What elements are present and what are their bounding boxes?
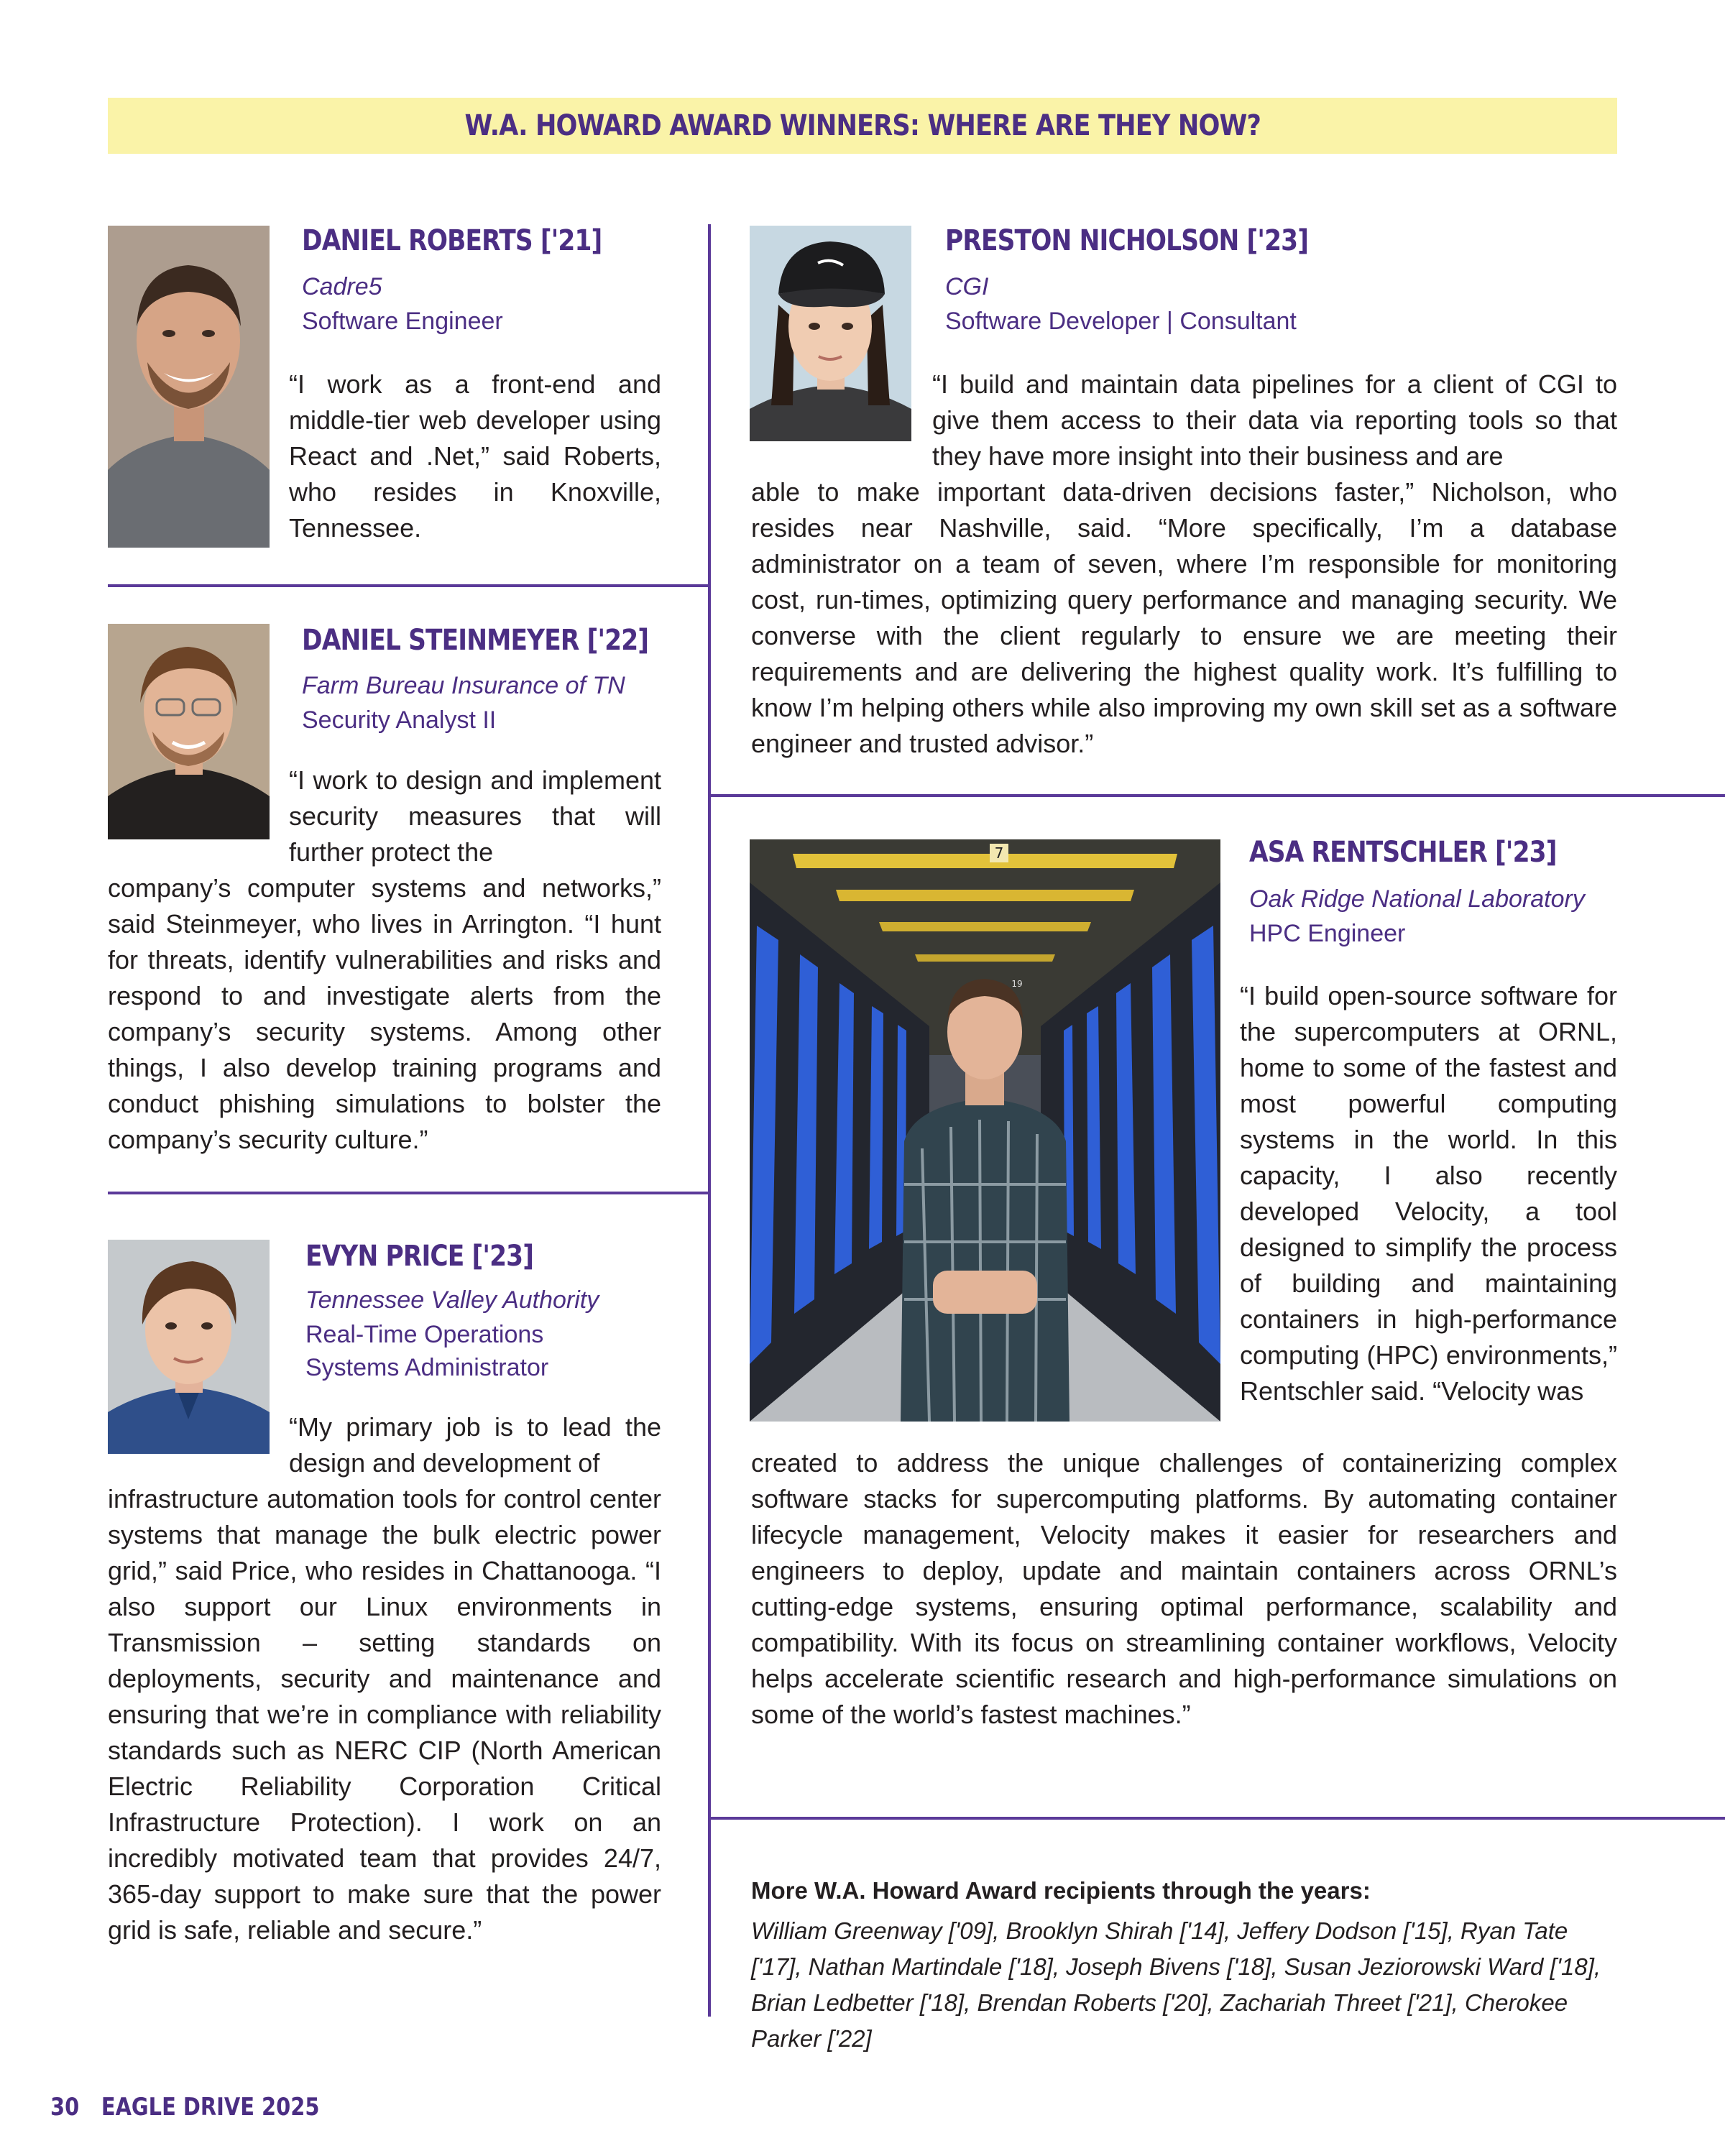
column-divider [708, 224, 711, 2017]
rentschler-photo [750, 839, 1220, 1422]
publication-name: EAGLE DRIVE 2025 [101, 2093, 320, 2122]
divider-left-1 [108, 584, 709, 587]
nicholson-role: Software Developer | Consultant [945, 308, 1297, 335]
page-footer [50, 2093, 319, 2122]
price-quote-rest: infrastructure automation tools for control center systems that manage the bulk electric power grid,” said Price, who resides in Chattanooga. “I also support our Linux environments in Transmission – setting standards on deployments, security and maintenance and ensuring that we’re in compliance with reliability standards such as NERC CIP (North American Electric Reliability Corporation Critical Infrastructure Protection). I work on an incredibly motivated team that provides 24/7, 365-day support to make sure that the power grid is safe, reliable and secure.” [108, 1484, 661, 1945]
roberts-quote: “I work as a front-end and middle-tier web developer using React and .Net,” said Roberts, who resides in Knoxville, Tennessee. [289, 369, 661, 543]
price-name: EVYN PRICE ['23] [305, 1240, 534, 1273]
price-organization: Tennessee Valley Authority [305, 1286, 599, 1314]
roberts-organization: Cadre5 [302, 273, 382, 300]
section-title: W.A. HOWARD AWARD WINNERS: WHERE ARE THEY NOW? [464, 109, 1261, 142]
steinmeyer-name: DANIEL STEINMEYER ['22] [302, 624, 649, 657]
rentschler-organization: Oak Ridge National Laboratory [1249, 885, 1585, 913]
nicholson-name: PRESTON NICHOLSON ['23] [945, 224, 1309, 257]
section-banner [108, 98, 1617, 154]
divider-left-2 [108, 1192, 709, 1194]
roberts-photo [108, 226, 270, 548]
page-number: 30 [50, 2093, 80, 2122]
rentschler-name: ASA RENTSCHLER ['23] [1249, 836, 1557, 869]
rentschler-quote-intro: “I build open-source software for the supercomputers at ORNL, home to some of the fastest and most powerful computing systems in the world. In this capacity, I also recently developed Velocity, a tool designed to simplify the process of building and maintaining containers in high-performance computing (HPC) environments,” Rentschler said. “Velocity was [1240, 981, 1617, 1406]
steinmeyer-role: Security Analyst II [302, 706, 497, 734]
nicholson-quote-intro: “I build and maintain data pipelines for a client of CGI to give them access to their data via reporting tools so that they have more insight into their business and are [932, 369, 1617, 471]
price-quote-intro: “My primary job is to lead the design and development of [289, 1412, 661, 1478]
more-recipients-label: More W.A. Howard Award recipients through the years: [751, 1877, 1371, 1904]
nicholson-photo [750, 226, 911, 441]
divider-right-1 [709, 794, 1725, 797]
price-photo [108, 1240, 270, 1454]
steinmeyer-quote-intro: “I work to design and implement security measures that will further protect the [289, 765, 661, 867]
roberts-name: DANIEL ROBERTS ['21] [302, 224, 602, 257]
steinmeyer-photo [108, 624, 270, 839]
divider-right-2 [709, 1817, 1725, 1820]
steinmeyer-quote-rest: company’s computer systems and networks,” said Steinmeyer, who lives in Arrington. “I hunt for threats, identify vulnerabilities and risks and respond to and investigate alerts from the company’s security systems. Among other things, I also develop training programs and conduct phishing simulations to bolster the company’s security culture.” [108, 873, 661, 1154]
rentschler-quote-rest: created to address the unique challenges of containerizing complex software stacks for supercomputing platforms. By automating container lifecycle management, Velocity makes it easier for researchers and engineers to deploy, update and maintain containers across ORNL’s cutting-edge systems, ensuring optimal performance, scalability and compatibility. With its focus on streamlining container workflows, Velocity helps accelerate scientific research and high-performance simulations on some of the world’s fastest machines.” [751, 1448, 1617, 1729]
nicholson-quote-rest: able to make important data-driven decisions faster,” Nicholson, who resides near Nashville, said. “More specifically, I’m a database administrator on a team of seven, where I’m responsible for monitoring cost, run-times, optimizing query performance and managing security. We converse with the client regularly to ensure we are meeting their requirements and are delivering the highest quality work. It’s fulfilling to know I’m helping others while also improving my own skill set as a software engineer and trusted advisor.” [751, 477, 1617, 758]
nicholson-organization: CGI [945, 273, 989, 300]
steinmeyer-organization: Farm Bureau Insurance of TN [302, 672, 625, 699]
more-recipients-names: William Greenway ['09], Brooklyn Shirah ['14], Jeffery Dodson ['15], Ryan Tate ['17], Nathan Martindale ['18], Joseph Bivens ['18], Susan Jeziorowski Ward ['18], Brian Ledbetter ['18], Brendan Roberts ['20], Zachariah Threet ['21], Cherokee Parker ['22] [751, 1917, 1601, 2052]
price-role: Real-Time Operations Systems Administrator [305, 1321, 549, 1381]
roberts-role: Software Engineer [302, 308, 503, 335]
rentschler-role: HPC Engineer [1249, 920, 1406, 947]
rack-label-19: 19 [1011, 979, 1023, 989]
rack-label-7: 7 [994, 844, 1004, 862]
